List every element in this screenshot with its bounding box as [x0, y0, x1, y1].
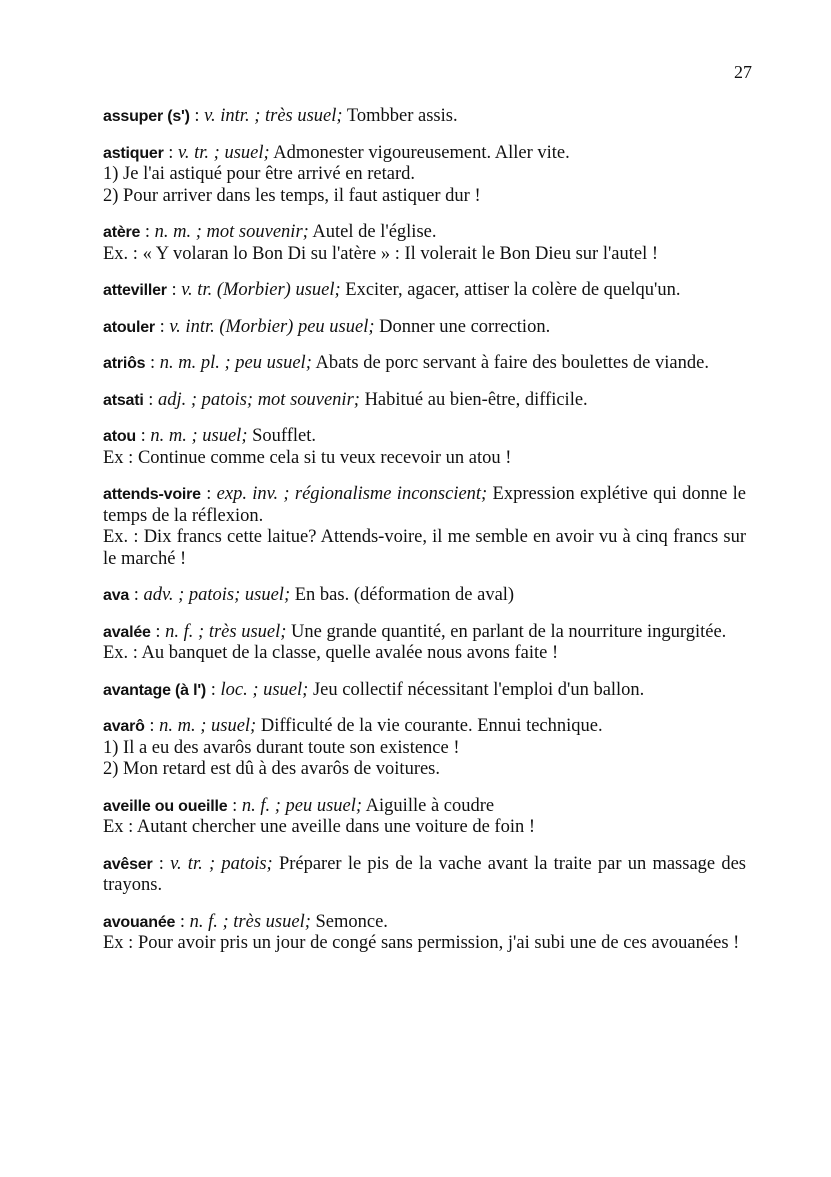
entry-definition-line: [103, 622, 746, 644]
entry-grammar: n. m. ; usuel;: [159, 716, 257, 736]
entry-example: Ex : Pour avoir pris un jour de congé sans permission, j'ai subi une de ces avouanées !: [103, 933, 740, 953]
entry-headword: aveille ou oueille: [103, 797, 228, 815]
entry-definition-line: [103, 106, 746, 128]
dictionary-entry: [103, 484, 746, 570]
entry-headword: ava: [103, 587, 130, 604]
entry-headword: atteviller: [103, 282, 167, 299]
entry-definition-line: [103, 912, 746, 934]
entry-definition-line: [103, 353, 746, 375]
entry-separator: :: [143, 389, 158, 410]
entry-separator: :: [154, 316, 170, 337]
entry-definition: Abats de porc servant à faire des boulettes de viande.: [311, 353, 709, 373]
entry-separator: :: [200, 484, 217, 504]
entry-example: 2) Mon retard est dû à des avarôs de voitures.: [103, 759, 441, 779]
entry-definition-line: [103, 222, 746, 244]
dictionary-entry: [103, 854, 746, 897]
entry-example: Ex : Continue comme cela si tu veux recevoir un atou !: [103, 447, 512, 468]
entry-example: Ex. : Au banquet de la classe, quelle avalée nous avons faite !: [103, 643, 559, 663]
entry-headword: assuper (s'): [103, 108, 190, 125]
entry-headword: avalée: [103, 623, 151, 641]
dictionary-entry: [103, 317, 746, 339]
entry-definition: Donner une correction.: [374, 316, 551, 337]
entry-grammar: n. f. ; peu usuel;: [241, 795, 363, 816]
entry-headword: avêser: [103, 855, 153, 873]
entry-separator: :: [189, 106, 205, 126]
entry-definition: Autel de l'église.: [308, 222, 437, 242]
entry-separator: :: [175, 911, 190, 932]
entry-grammar: n. f. ; très usuel;: [189, 911, 311, 932]
dictionary-entry: [103, 912, 746, 955]
entry-headword: astiquer: [103, 144, 164, 162]
entry-grammar: v. intr. ; très usuel;: [204, 106, 343, 126]
entry-definition: En bas. (déformation de aval): [290, 585, 515, 605]
entry-definition-line: [103, 143, 746, 165]
entry-definition: Aiguille à coudre: [362, 795, 495, 816]
entry-headword: atsati: [103, 391, 144, 409]
page-number: 27: [734, 62, 752, 82]
entry-grammar: v. tr. ; usuel;: [178, 142, 270, 163]
entry-separator: :: [163, 142, 179, 163]
entry-grammar: v. tr. ; patois;: [170, 853, 273, 874]
entry-definition-line: [103, 585, 746, 607]
entry-definition: Expression explétive qui donne le temps de la réflexion.: [103, 484, 746, 526]
dictionary-entry: [103, 680, 746, 702]
entry-definition-line: [103, 716, 746, 738]
dictionary-entry: [103, 222, 746, 265]
entry-definition-line: [103, 796, 746, 818]
entry-grammar: v. intr. (Morbier) peu usuel;: [169, 316, 375, 337]
entry-grammar: v. tr. (Morbier) usuel;: [181, 280, 341, 300]
entry-example: 1) Je l'ai astiqué pour être arrivé en retard.: [103, 164, 416, 184]
dictionary-entry: [103, 426, 746, 469]
entry-definition-line: [103, 680, 746, 702]
dictionary-entry: [103, 622, 746, 665]
entry-definition: Habitué au bien-être, difficile.: [359, 389, 588, 410]
entry-definition: Admonester vigoureusement. Aller vite.: [269, 142, 570, 163]
dictionary-entry: [103, 716, 746, 781]
entry-separator: :: [227, 795, 242, 816]
entry-separator: :: [144, 716, 160, 736]
entry-definition: Soufflet.: [247, 426, 317, 446]
entry-separator: :: [152, 853, 171, 874]
entry-definition-line: [103, 390, 746, 412]
entry-separator: :: [206, 679, 221, 700]
dictionary-entry: [103, 796, 746, 839]
dictionary-entry: [103, 106, 746, 128]
entry-grammar: exp. inv. ; régionalisme inconscient;: [216, 484, 488, 504]
entry-headword: atou: [103, 428, 136, 445]
entry-separator: :: [150, 621, 166, 642]
entry-headword: atriôs: [103, 355, 146, 372]
entry-example: Ex. : Dix francs cette laitue? Attends-voire, il me semble en avoir vu à cinq francs sur le marché !: [103, 527, 746, 569]
entry-grammar: n. f. ; très usuel;: [165, 621, 287, 642]
entry-grammar: n. m. ; mot souvenir;: [154, 222, 309, 242]
entry-grammar: adj. ; patois; mot souvenir;: [158, 389, 360, 410]
entry-definition: Semonce.: [310, 911, 388, 932]
entry-grammar: n. m. ; usuel;: [150, 426, 248, 446]
dictionary-entry: [103, 585, 746, 607]
entry-headword: avarô: [103, 718, 145, 735]
entry-separator: :: [145, 353, 160, 373]
entry-headword: avouanée: [103, 913, 176, 931]
entry-example: Ex : Autant chercher une aveille dans une voiture de foin !: [103, 817, 536, 837]
entry-example: Ex. : « Y volaran lo Bon Di su l'atère » : Il volerait le Bon Dieu sur l'autel !: [103, 243, 659, 264]
entry-headword: avantage (à l'): [103, 681, 207, 699]
entry-definition: Exciter, agacer, attiser la colère de quelqu'un.: [340, 280, 681, 300]
entry-separator: :: [135, 426, 151, 446]
entry-headword: atouler: [103, 318, 155, 336]
dictionary-entry: [103, 353, 746, 375]
dictionary-entry: [103, 280, 746, 302]
entry-definition-line: [103, 854, 746, 897]
entry-separator: :: [129, 585, 144, 605]
entry-example: 1) Il a eu des avarôs durant toute son existence !: [103, 737, 460, 758]
entry-headword: attends-voire: [103, 486, 201, 503]
entry-list: [103, 106, 746, 970]
entry-grammar: loc. ; usuel;: [220, 679, 309, 700]
entry-definition: Préparer le pis de la vache avant la traite par un massage des trayons.: [103, 853, 746, 895]
entry-definition-line: [103, 484, 746, 527]
entry-definition: Jeu collectif nécessitant l'emploi d'un ballon.: [308, 679, 645, 700]
entry-definition: Difficulté de la vie courante. Ennui technique.: [256, 716, 603, 736]
dictionary-entry: [103, 390, 746, 412]
entry-definition: Une grande quantité, en parlant de la nourriture ingurgitée.: [286, 621, 727, 642]
entry-definition-line: [103, 426, 746, 448]
entry-grammar: n. m. pl. ; peu usuel;: [159, 353, 312, 373]
entry-definition: Tombber assis.: [342, 106, 458, 126]
entry-separator: :: [140, 222, 155, 242]
entry-grammar: adv. ; patois; usuel;: [143, 585, 291, 605]
entry-definition-line: [103, 317, 746, 339]
entry-definition-line: [103, 280, 746, 302]
entry-example: 2) Pour arriver dans les temps, il faut astiquer dur !: [103, 185, 481, 206]
entry-headword: atère: [103, 224, 141, 241]
dictionary-entry: [103, 143, 746, 208]
entry-separator: :: [166, 280, 182, 300]
